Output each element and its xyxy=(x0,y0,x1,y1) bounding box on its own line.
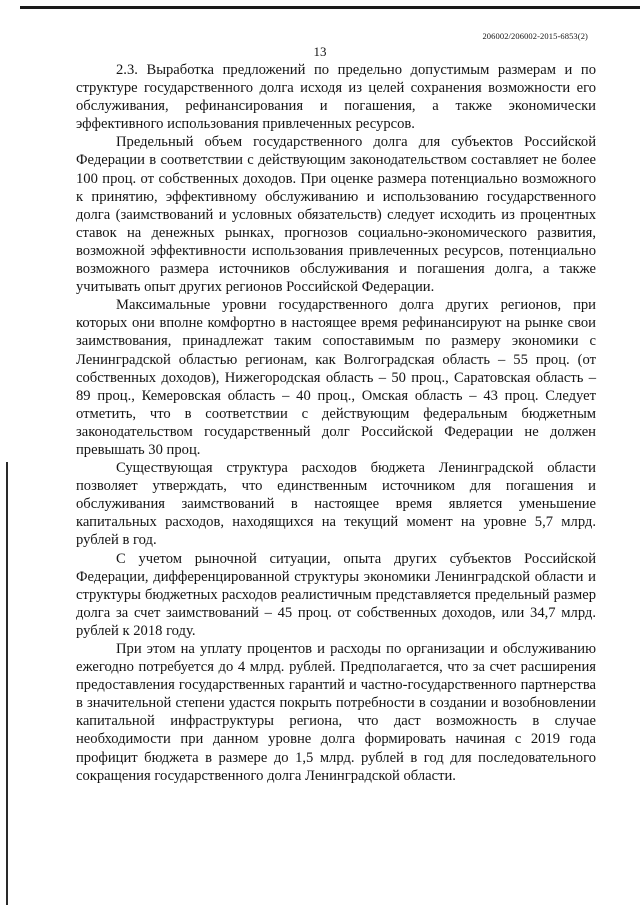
paragraph-2-3: 2.3. Выработка предложений по предельно допустимым размерам и по структуре государственного долга исходя из целей сохранения возможности его обслуживания, рефинансирования и погашения, а также экономически эффективного использования привлеченных ресурсов. xyxy=(76,62,596,133)
page-number: 13 xyxy=(313,44,327,59)
document-body xyxy=(76,61,596,785)
paragraph-interest-payments: При этом на уплату процентов и расходы по организации и обслуживанию ежегодно потребуется до 4 млрд. рублей. Предполагается, что за счет расширения предоставления государственных гарантий и частно-государственного партнерства в значительной степени удастся покрыть потребности в создании и возобновлении капитальной инфраструктуры региона, что даст возможность в случае необходимости при данном уровне долга формировать начиная с 2019 года профицит бюджета в размере до 1,5 млрд. рублей в год для последовательного сокращения государственного долга Ленинградской области. xyxy=(76,641,596,784)
paragraph-other-regions: Максимальные уровни государственного долга других регионов, при которых они вполне комфортно в настоящее время рефинансируют на рынке свои заимствования, принадлежат таким сопоставимым по размеру экономики с Ленинградской областью регионам, как Волгоградская область – 55 проц. (от собственных доходов), Нижегородская область – 50 проц., Саратовская область – 89 проц., Кемеровская область – 40 проц., Омская область – 43 проц. Следует отметить, что в соответствии с действующим федеральным бюджетным законодательством государственный долг Российской Федерации не должен превышать 30 проц. xyxy=(76,297,596,458)
paragraph-debt-limit: Предельный объем государственного долга для субъектов Российской Федерации в соответствии с действующим законодательством составляет не более 100 проц. от собственных доходов. При оценке размера потенциально возможного к принятию, эффективному обслуживанию и использованию государственного долга (заимствований и условных обязательств) следует исходить из процентных ставок на денежных рынках, прогнозов социально-экономического развития, возможной эффективности использования привлеченных ресурсов, потенциально возможного размера источников обслуживания и погашения долга, а также учитывать опыт других регионов Российской Федерации. xyxy=(76,134,596,296)
paragraph-expense-structure: Существующая структура расходов бюджета Ленинградской области позволяет утверждать, что единственным источником для погашения и обслуживания заимствований в настоящее время является уменьшение капитальных расходов, находящихся на текущий момент на уровне 5,7 млрд. рублей в год. xyxy=(76,460,596,549)
top-scan-border xyxy=(20,6,640,9)
left-scan-border xyxy=(6,462,8,905)
document-code: 206002/206002-2015-6853(2) xyxy=(482,31,588,41)
paragraph-debt-ceiling: С учетом рыночной ситуации, опыта других субъектов Российской Федерации, дифференцированной структуры экономики Ленинградской области и структуры бюджетных расходов реалистичным представляется предельный размер долга за счет заимствований – 45 проц. от собственных доходов, или 34,7 млрд. рублей к 2018 году. xyxy=(76,550,596,639)
